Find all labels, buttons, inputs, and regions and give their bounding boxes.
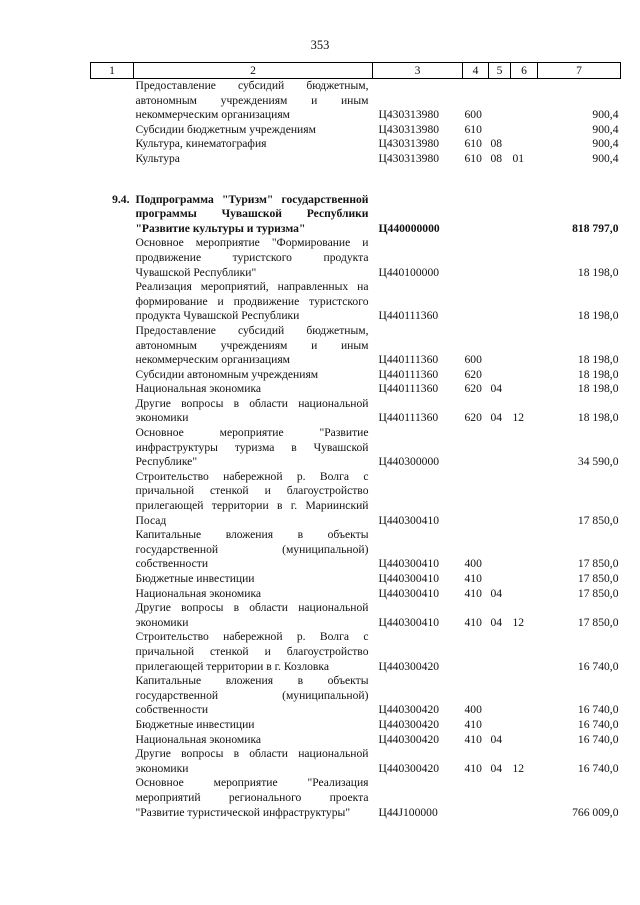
target-code: Ц440300000 (378, 455, 440, 469)
amount: 766 009,0 (572, 805, 619, 819)
expense-type: 600 (464, 353, 482, 367)
section-number (91, 776, 134, 820)
table-row (91, 368, 621, 383)
expense-type: 400 (464, 557, 482, 571)
section-number (91, 152, 134, 167)
expense-type: 410 (464, 717, 482, 731)
table-row (91, 528, 621, 572)
target-code: Ц440111360 (378, 309, 439, 323)
expense-type: 600 (464, 108, 482, 122)
header-cell: 3 (373, 63, 463, 79)
section-code (489, 280, 511, 324)
item-name: Культура (135, 151, 180, 165)
item-name: Другие вопросы в области национальной экономики (135, 396, 369, 425)
subsection-code (511, 368, 538, 383)
target-code: Ц440300410 (378, 572, 440, 585)
table-row (91, 193, 621, 237)
amount: 900,4 (592, 122, 619, 136)
section-code (489, 572, 511, 587)
subsection-code: 01 (512, 151, 525, 165)
subsection-code (511, 718, 538, 733)
expense-type: 620 (464, 411, 482, 425)
page-number: 353 (310, 38, 330, 52)
item-name: Основное мероприятие "Реализация мероприятий регионального проекта "Развитие туристической инфраструктуры" (135, 776, 369, 819)
target-code: Ц430313980 (378, 137, 440, 151)
table-row (91, 426, 621, 470)
target-code: Ц430313980 (378, 108, 440, 122)
item-name: Капитальные вложения в объекты государственной (муниципальной) собственности (135, 674, 369, 717)
amount: 818 797,0 (572, 221, 619, 235)
subsection-code (511, 426, 538, 470)
table-row (91, 397, 621, 426)
spacer-row (91, 167, 621, 193)
item-name: Культура, кинематография (135, 137, 267, 151)
item-name: Бюджетные инвестиции (135, 572, 255, 585)
amount: 900,4 (592, 137, 619, 151)
subsection-code: 12 (512, 615, 525, 629)
section-number (91, 79, 134, 123)
header-cell: 4 (463, 63, 489, 79)
expense-type (463, 236, 489, 280)
item-name: Бюджетные инвестиции (135, 717, 255, 731)
table-row (91, 280, 621, 324)
budget-table (90, 62, 621, 820)
header-cell: 5 (489, 63, 511, 79)
subsection-code (511, 528, 538, 572)
section-number (91, 747, 134, 776)
target-code: Ц440111360 (378, 353, 439, 367)
subsection-code (511, 123, 538, 138)
item-name: Другие вопросы в области национальной экономики (135, 601, 369, 629)
table-header-row (91, 63, 621, 79)
header-cell: 7 (538, 63, 621, 79)
section-number (91, 397, 134, 426)
expense-type: 610 (464, 122, 482, 136)
section-number (91, 382, 134, 397)
table-row (91, 747, 621, 776)
section-code (489, 630, 511, 674)
subsection-code (511, 630, 538, 674)
subsection-code: 12 (512, 411, 525, 425)
table-row (91, 733, 621, 748)
section-code (489, 776, 511, 820)
section-code (489, 718, 511, 733)
expense-type: 410 (464, 732, 482, 746)
subsection-code (511, 776, 538, 820)
table-row (91, 236, 621, 280)
target-code: Ц440300420 (378, 732, 440, 746)
section-number (91, 587, 134, 602)
spacer-cell (91, 167, 621, 193)
table-row (91, 630, 621, 674)
expense-type: 610 (464, 137, 482, 151)
section-number (91, 528, 134, 572)
expense-type (463, 776, 489, 820)
amount: 17 850,0 (577, 513, 619, 527)
expense-type: 400 (464, 703, 482, 717)
item-name: Подпрограмма "Туризм" государственной программы Чувашской Республики "Развитие культуры и туризма" (135, 192, 369, 235)
header-cell: 1 (91, 63, 134, 79)
item-name: Реализация мероприятий, направленных на формирование и продвижение туристского продукта Чувашской Республики (135, 280, 369, 323)
item-name: Строительство набережной р. Волга с причальной стенкой и благоустройство прилегающей территории в г. Козловка (135, 630, 369, 673)
subsection-code (511, 674, 538, 718)
target-code: Ц440111360 (378, 411, 439, 425)
table-row (91, 718, 621, 733)
section-number (91, 236, 134, 280)
expense-type (463, 470, 489, 528)
section-number (91, 368, 134, 383)
amount: 900,4 (592, 151, 619, 165)
item-name: Субсидии бюджетным учреждениям (135, 122, 316, 136)
section-number (91, 674, 134, 718)
amount: 16 740,0 (577, 659, 619, 673)
section-code: 04 (490, 732, 503, 746)
expense-type: 410 (464, 586, 482, 600)
expense-type: 610 (464, 151, 482, 165)
target-code: Ц440300410 (378, 557, 440, 571)
table-row (91, 776, 621, 820)
table-row (91, 382, 621, 397)
target-code: Ц430313980 (378, 122, 440, 136)
table-row (91, 674, 621, 718)
subsection-code (511, 382, 538, 397)
target-code: Ц440300410 (378, 513, 440, 527)
header-cell: 2 (134, 63, 373, 79)
item-name: Национальная экономика (135, 586, 262, 600)
item-name: Основное мероприятие "Формирование и продвижение туристского продукта Чувашской Республики" (135, 236, 369, 279)
target-code: Ц440300410 (378, 586, 440, 600)
amount: 18 198,0 (577, 411, 619, 425)
section-number (91, 137, 134, 152)
item-name: Другие вопросы в области национальной экономики (135, 747, 369, 775)
section-code: 04 (490, 411, 503, 425)
section-number (91, 280, 134, 324)
header-cell: 6 (511, 63, 538, 79)
section-number (91, 601, 134, 630)
item-name: Основное мероприятие "Развитие инфраструктуры туризма в Чувашской Республике" (135, 426, 369, 469)
section-code: 04 (490, 615, 503, 629)
section-number: 9.4. (112, 192, 130, 206)
target-code: Ц440300410 (378, 615, 440, 629)
item-name: Предоставление субсидий бюджетным, автономным учреждениям и иным некоммерческим организациям (135, 79, 369, 122)
section-code: 08 (490, 137, 503, 151)
item-name: Национальная экономика (135, 382, 262, 396)
amount: 900,4 (592, 108, 619, 122)
section-number (91, 426, 134, 470)
subsection-code: 12 (512, 761, 525, 775)
amount: 18 198,0 (577, 265, 619, 279)
subsection-code (511, 470, 538, 528)
target-code: Ц440300420 (378, 703, 440, 717)
section-code: 04 (490, 761, 503, 775)
expense-type (463, 426, 489, 470)
item-name: Национальная экономика (135, 732, 262, 746)
amount: 16 740,0 (577, 732, 619, 746)
target-code: Ц440300420 (378, 717, 440, 731)
section-code: 08 (490, 151, 503, 165)
item-name: Строительство набережной р. Волга с причальной стенкой и благоустройство прилегающей территории в г. Мариинский Посад (135, 469, 369, 527)
target-code: Ц440111360 (378, 367, 439, 381)
amount: 17 850,0 (577, 615, 619, 629)
target-code: Ц440111360 (378, 382, 439, 396)
table-row (91, 137, 621, 152)
amount: 17 850,0 (577, 557, 619, 571)
expense-type: 620 (464, 367, 482, 381)
section-number (91, 630, 134, 674)
section-number (91, 733, 134, 748)
amount: 18 198,0 (577, 309, 619, 323)
subsection-code (511, 280, 538, 324)
target-code: Ц440100000 (378, 265, 440, 279)
table-row (91, 123, 621, 138)
expense-type: 410 (464, 615, 482, 629)
amount: 18 198,0 (577, 353, 619, 367)
subsection-code (511, 587, 538, 602)
target-code: Ц430313980 (378, 151, 440, 165)
section-code (489, 193, 511, 237)
amount: 16 740,0 (577, 703, 619, 717)
section-number (91, 572, 134, 587)
target-code: Ц440300420 (378, 659, 440, 673)
item-name: Предоставление субсидий бюджетным, автономным учреждениям и иным некоммерческим организациям (135, 323, 369, 367)
subsection-code (511, 324, 538, 368)
expense-type: 620 (464, 382, 482, 396)
amount: 16 740,0 (577, 761, 619, 775)
target-code: Ц440000000 (378, 221, 440, 235)
expense-type (463, 193, 489, 237)
expense-type: 410 (464, 572, 482, 585)
section-number (91, 324, 134, 368)
section-code (489, 528, 511, 572)
target-code: Ц44J100000 (378, 805, 438, 819)
expense-type (463, 630, 489, 674)
expense-type (463, 280, 489, 324)
table-row (91, 470, 621, 528)
subsection-code (511, 79, 538, 123)
item-name: Капитальные вложения в объекты государственной (муниципальной) собственности (135, 528, 369, 571)
section-code (489, 79, 511, 123)
section-code (489, 426, 511, 470)
subsection-code (511, 733, 538, 748)
amount: 17 850,0 (577, 586, 619, 600)
expense-type: 410 (464, 761, 482, 775)
subsection-code (511, 572, 538, 587)
section-code: 04 (490, 382, 503, 396)
amount: 18 198,0 (577, 382, 619, 396)
section-code: 04 (490, 586, 503, 600)
section-code (489, 236, 511, 280)
section-code (489, 368, 511, 383)
table-row (91, 79, 621, 123)
amount: 34 590,0 (577, 455, 619, 469)
table-row (91, 601, 621, 630)
table-row (91, 572, 621, 587)
section-number (91, 718, 134, 733)
table-row (91, 587, 621, 602)
section-code (489, 123, 511, 138)
amount: 17 850,0 (577, 572, 619, 585)
amount: 16 740,0 (577, 717, 619, 731)
section-code (489, 324, 511, 368)
section-number (91, 123, 134, 138)
amount: 18 198,0 (577, 367, 619, 381)
subsection-code (511, 137, 538, 152)
section-code (489, 674, 511, 718)
subsection-code (511, 236, 538, 280)
item-name: Субсидии автономным учреждениям (135, 367, 319, 381)
table-row (91, 324, 621, 368)
target-code: Ц440300420 (378, 761, 440, 775)
table-row (91, 152, 621, 167)
section-code (489, 470, 511, 528)
subsection-code (511, 193, 538, 237)
section-number (91, 470, 134, 528)
